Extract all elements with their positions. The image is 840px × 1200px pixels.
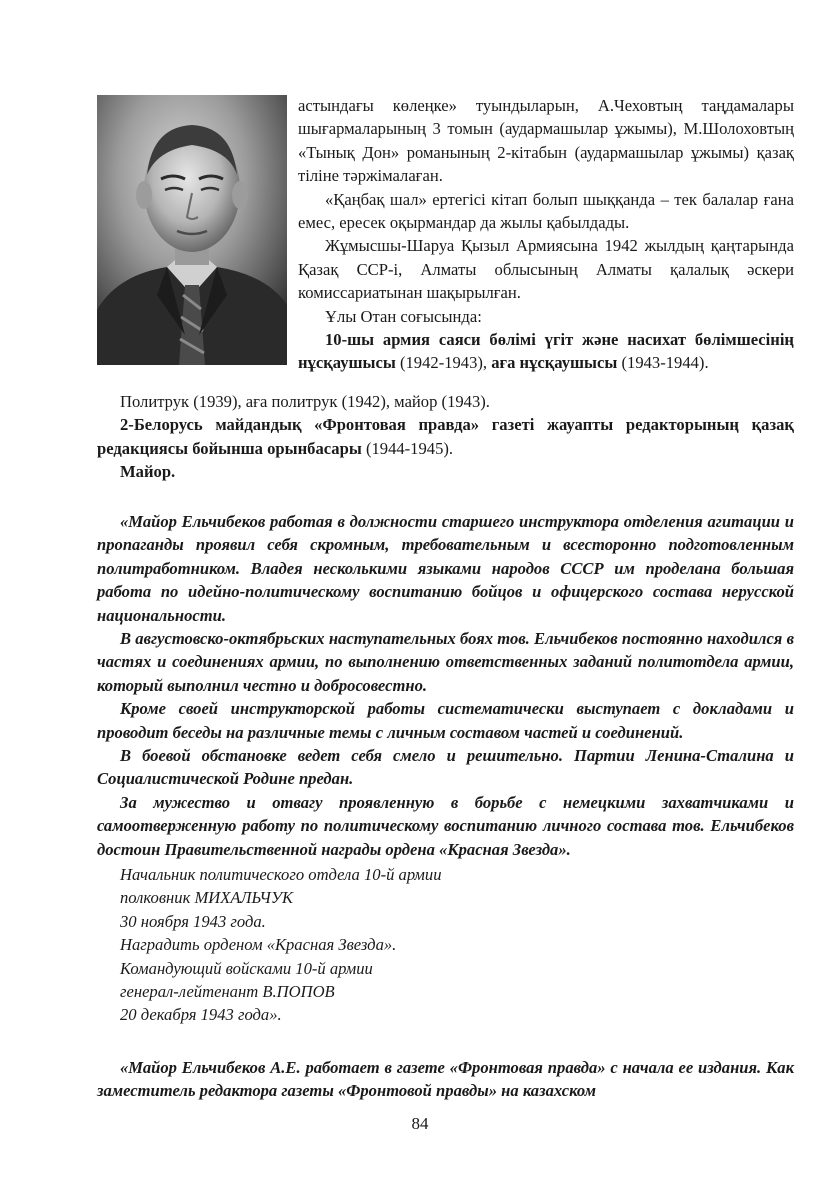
signature-line-3: 30 ноября 1943 года. (120, 911, 266, 931)
service1-plain1: (1942-1943), (395, 353, 492, 373)
service1-plain2: (1943-1944). (617, 353, 709, 373)
signature-block (120, 863, 620, 1027)
citation-paragraph-4: В боевой обстановке ведет себя смело и решительно. Партии Ленина-Сталина и Социалистической Родине предан. (97, 746, 794, 789)
portrait-illustration (97, 95, 287, 365)
signature-line-7: 20 декабря 1943 года». (120, 1005, 282, 1025)
citation-paragraph-3: Кроме своей инструкторской работы систематически выступает с докладами и проводит беседы на различные темы с личным составом частей и соединений. (97, 699, 794, 742)
signature-line-1: Начальник политического отдела 10-й армии (120, 865, 442, 884)
service2-plain: (1944-1945). (361, 438, 454, 458)
paragraph-translations: астындағы көлеңке» туындыларын, А.Чеховтың таңдамалары шығармаларының 3 томын (аудармашылар ұжымы), М.Шолоховтың «Тынық Дон» романының 2-кітабын (аудармашылар ұжымы) қазақ тіліне тәржімалаған. (298, 96, 794, 186)
paragraph-service-2 (97, 413, 794, 460)
service-text-block (97, 390, 794, 484)
paragraph-service-1 (298, 328, 794, 375)
citation2-paragraph: «Майор Ельчибеков А.Е. работает в газете «Фронтовая правда» с начала ее издания. Как заместитель редактора газеты «Фронтовой правды» на казахском (97, 1058, 794, 1101)
paragraph-kanbak-shal: «Қаңбақ шал» ертегісі кітап болып шыққанда – тек балалар ғана емес, ересек оқырмандар да жылы қабылдады. (298, 189, 794, 233)
intro-text-block (298, 94, 794, 375)
citation-paragraph-5: За мужество и отвагу проявленную в борьбе с немецкими захватчиками и самоотверженную работу по политическому воспитанию личного состава тов. Ельчибеков достоин Правительственной награды ордена «Красная Звезда». (97, 792, 794, 859)
signature-line-5: Командующий войсками 10-й армии (120, 958, 373, 978)
signature-line-4: Наградить орденом «Красная Звезда». (120, 935, 397, 955)
service1-bold1: 10-шы армия саяси бөлімі үгіт және насихат бөлімшесінің нұсқаушысы (298, 330, 794, 373)
citation-text-block (97, 510, 794, 861)
paragraph-rank-final: Майор. (120, 462, 176, 482)
citation-paragraph-1: «Майор Ельчибеков работая в должности старшего инструктора отделения агитации и пропаганды проявил себя скромным, требовательным и всесторонно подготовленным политработником. Владея несколькими языками народов СССР им проделана большая работа по идейно-политическому воспитанию бойцов и офицерского состава нерусской национальности. (97, 512, 794, 625)
paragraph-army-call: Жұмысшы-Шаруа Қызыл Армиясына 1942 жылдың қаңтарында Қазақ ССР-і, Алматы облысының Алматы қалалық әскери комиссариатынан шақырылған. (298, 236, 794, 303)
citation2-text-block (97, 1056, 794, 1103)
signature-line-2: полковник МИХАЛЬЧУК (120, 888, 294, 908)
service1-bold2: аға нұсқаушысы (491, 353, 618, 373)
signature-line-6: генерал-лейтенант В.ПОПОВ (120, 982, 335, 1002)
portrait-photo (97, 95, 287, 365)
page-number: 84 (411, 1114, 429, 1133)
service2-bold: 2-Белорусь майдандық «Фронтовая правда» газеті жауапты редакторының қазақ редакциясы бойынша орынбасары (97, 415, 794, 458)
paragraph-ranks: Политрук (1939), аға политрук (1942), майор (1943). (120, 392, 490, 411)
paragraph-war-heading: Ұлы Отан соғысында: (325, 306, 482, 326)
citation-paragraph-2: В августовско-октябрьских наступательных боях тов. Ельчибеков постоянно находился в частях и соединениях армии, по выполнению ответственных заданий политотдела армии, который выполнил честно и добросовестно. (97, 629, 794, 695)
